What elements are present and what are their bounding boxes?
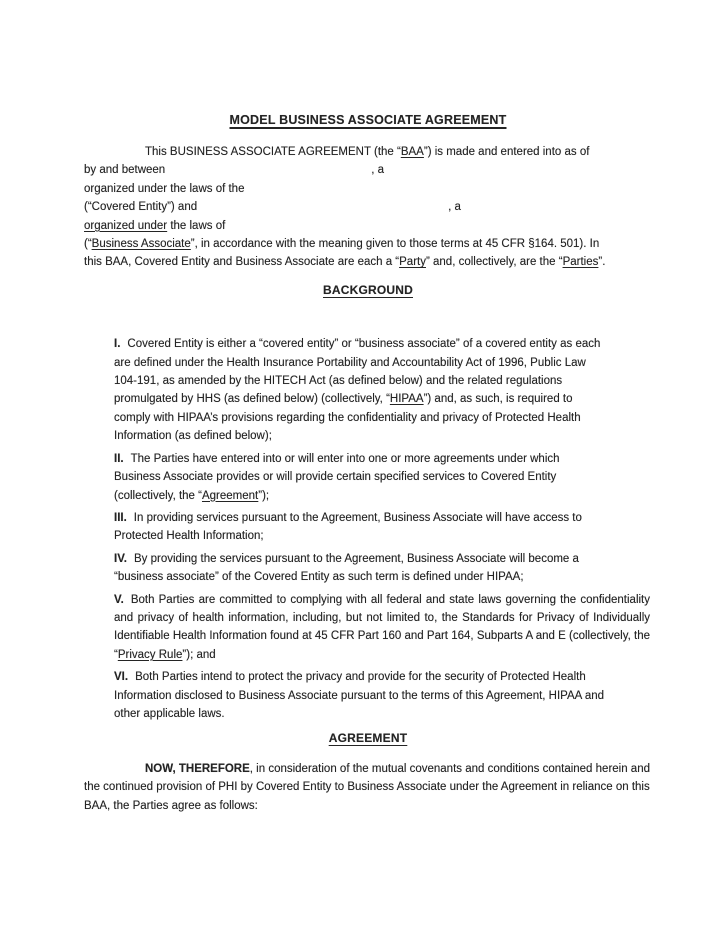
defined-term: Business Associate: [91, 238, 191, 251]
text-run: Both Parties are committed to complying with all federal and state laws governing the confidentiality and privacy of health information, including, but not limited to, the Standards for Privacy of Individually Identifiable Health Information found at 45 CFR Part 160 and Part 164, Subparts A and E (collectively, the “: [114, 593, 650, 661]
text-run: NOW, THEREFORE: [145, 762, 250, 775]
recital-item: [114, 509, 592, 546]
text-run: ”.: [598, 256, 606, 269]
background-heading: BACKGROUND: [323, 282, 413, 297]
recital-numeral: II.: [114, 452, 124, 465]
recital-item: [114, 335, 606, 445]
recital-numeral: VI.: [114, 671, 129, 684]
document-title: MODEL BUSINESS ASSOCIATE AGREEMENT: [229, 113, 507, 127]
text-run: Both Parties intend to protect the privacy and provide for the security of Protected Health Information disclosed to Business Associate pursuant to the terms of this Agreement, HIPAA and other applicable laws.: [114, 671, 605, 720]
defined-term: Party: [399, 256, 426, 269]
text-run: the laws of: [167, 219, 226, 232]
intro-line: [84, 235, 652, 253]
intro-line: [84, 253, 652, 271]
defined-term: Agreement: [201, 489, 259, 502]
defined-term: BAA: [400, 146, 424, 158]
agreement-heading: AGREEMENT: [328, 731, 408, 746]
text-run: In providing services pursuant to the Agreement, Business Associate will have access to Protected Health Information;: [114, 511, 582, 543]
text-run: ”);: [258, 489, 270, 502]
text-run: The Parties have entered into or will enter into one or more agreements under which Business Associate provides or will provide certain specified services to Covered Entity (collectively, the “: [114, 452, 560, 502]
recital-item: [114, 668, 606, 723]
text-run: ”) is made and entered into as of: [423, 146, 590, 158]
closing-paragraph: [84, 760, 652, 815]
intro-line: [84, 217, 652, 235]
defined-term: HIPAA: [389, 393, 424, 406]
recital-numeral: IV.: [114, 552, 128, 565]
recitals-list: [84, 335, 652, 723]
recital-numeral: I.: [114, 338, 121, 351]
text-run: organized under the laws of the: [84, 182, 245, 195]
text-run: By providing the services pursuant to the Agreement, Business Associate will become a “business associate” of the Covered Entity as such term is defined under HIPAA;: [114, 552, 579, 584]
text-run: Covered Entity is either a “covered entity” or “business associate” of a covered entity as each are defined under the Health Insurance Portability and Accountability Act of 1996, Public Law 104-191, as amended by the HITECH Act (as defined below) and the related regulations promulgated by HHS (as defined below) (collectively, “: [114, 338, 601, 406]
text-run: , in consideration of the mutual covenants and conditions contained herein and the continued provision of PHI by Covered Entity to Business Associate under the Agreement in reliance on this BAA, the Parties agree as follows:: [84, 762, 650, 812]
text-run: ”); and: [182, 648, 216, 661]
intro-line: [84, 161, 652, 179]
blank-field: [197, 198, 448, 216]
text-run: (“Covered Entity”) and: [84, 201, 198, 214]
text-run: , a: [448, 201, 461, 214]
intro-line: [84, 180, 652, 198]
recital-numeral: III.: [114, 511, 127, 524]
text-run: by and between: [84, 164, 166, 177]
defined-term: organized under: [84, 219, 168, 232]
intro-line: [84, 143, 652, 161]
blank-field: [165, 161, 371, 179]
recital-numeral: V.: [114, 593, 124, 606]
text-run: (“: [84, 238, 92, 251]
defined-term: Privacy Rule: [117, 648, 183, 661]
text-run: , a: [371, 164, 384, 177]
recital-item: [114, 450, 606, 505]
text-run: this BAA, Covered Entity and Business Associate are each a “: [84, 256, 400, 269]
text-run: This BUSINESS ASSOCIATE AGREEMENT (the “: [145, 146, 401, 158]
defined-term: Parties: [562, 256, 599, 269]
text-run: ”) and, as such, is required to comply with HIPAA’s provisions regarding the confidentiality and privacy of Protected Health Information (as defined below);: [114, 393, 581, 443]
recital-item: [114, 550, 580, 587]
intro-line: [84, 198, 652, 216]
intro-paragraph: [84, 143, 652, 272]
recital-item: [114, 591, 650, 665]
text-run: ”, in accordance with the meaning given to those terms at 45 CFR §164. 501). In: [190, 238, 600, 251]
text-run: ” and, collectively, are the “: [425, 256, 563, 269]
